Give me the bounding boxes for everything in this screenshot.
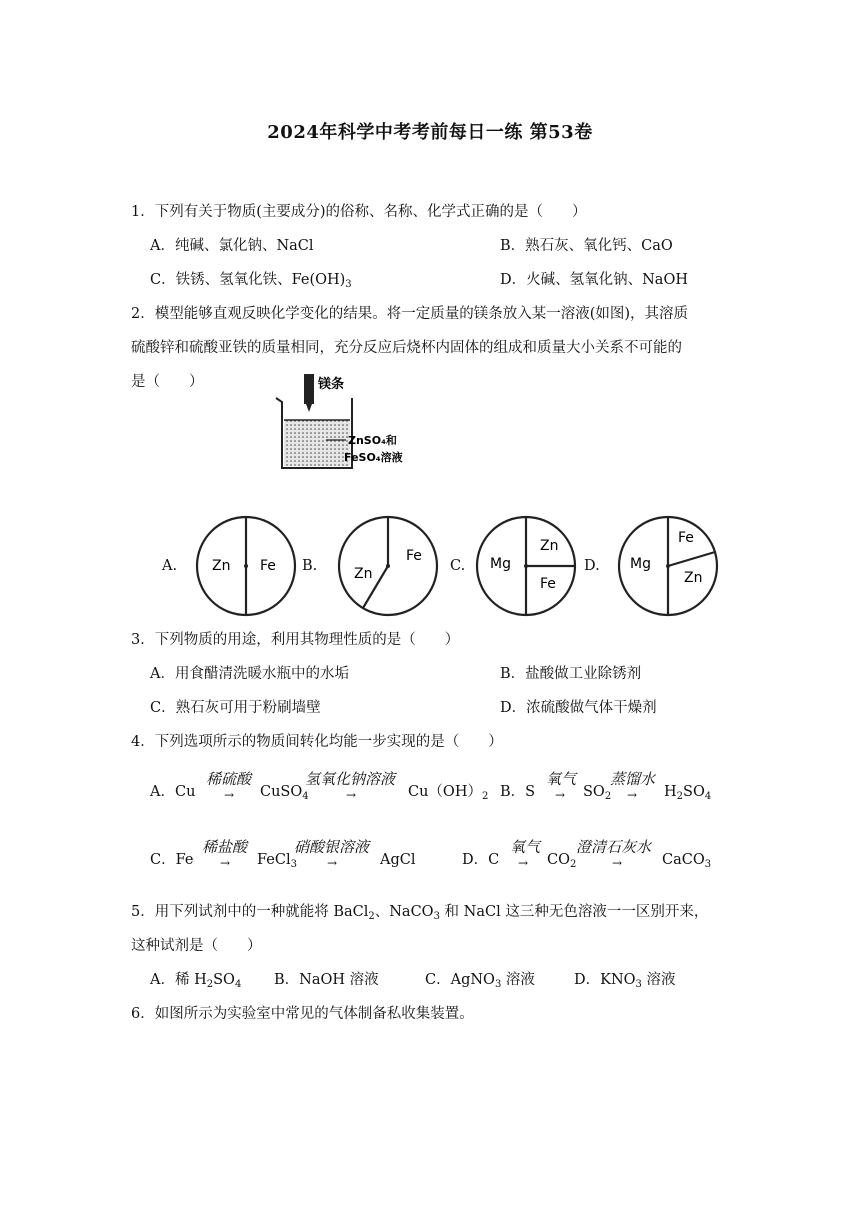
q4-stem: 4．下列选项所示的物质间转化均能一步实现的是（ ） xyxy=(131,734,503,750)
q4-b-arrow-1: → xyxy=(555,788,566,802)
beaker-figure xyxy=(270,368,430,478)
q4-b-mid xyxy=(583,782,611,807)
q5-option-d-text: D．KNO xyxy=(574,972,636,988)
q4-d-product-text: CaCO xyxy=(662,852,705,868)
q5-line-1-a: 5．用下列试剂中的一种就能将 BaCl xyxy=(131,904,369,920)
q4-c-product: AgCl xyxy=(380,852,416,868)
q4-b-mid-text: SO xyxy=(583,784,605,800)
q4-a-mid-sub: 4 xyxy=(302,791,309,802)
q4-d-mid-text: CO xyxy=(547,852,570,868)
q4-d-product xyxy=(662,850,711,875)
page-title: 2024年科学中考考前每日一练 第53卷 xyxy=(267,122,593,143)
q4-c-arrow-2: → xyxy=(327,856,338,870)
pie-d-fe: Fe xyxy=(678,530,694,546)
q4-b-reagent-1: 氧气 xyxy=(546,770,577,788)
q4-b-product xyxy=(664,782,711,807)
pie-a xyxy=(194,514,298,618)
q1-option-c-sub: 3 xyxy=(345,279,352,290)
pie-c xyxy=(474,514,578,618)
q4-d-label: D．C xyxy=(462,852,500,868)
q4-a-mid xyxy=(260,782,309,807)
q1-stem: 1．下列有关于物质(主要成分)的俗称、名称、化学式正确的是（ ） xyxy=(131,204,587,220)
q4-a-arrow-2: → xyxy=(346,788,357,802)
q5-line-1-sub-1: 2 xyxy=(368,911,375,922)
pie-b-zn: Zn xyxy=(354,566,373,582)
q6-stem: 6．如图所示为实验室中常见的气体制备私收集装置。 xyxy=(131,1006,474,1022)
q4-d-arrow-1: → xyxy=(518,856,529,870)
q2-option-c-label: C. xyxy=(450,558,466,574)
pie-c-fe: Fe xyxy=(540,576,556,592)
pie-a-zn: Zn xyxy=(212,558,231,574)
q5-option-c-tail: 溶液 xyxy=(501,972,535,988)
q4-b-reagent-2: 蒸馏水 xyxy=(610,770,656,788)
q4-d-arrow-2: → xyxy=(612,856,623,870)
q1-option-d: D．火碱、氢氧化钠、NaOH xyxy=(500,272,688,288)
pie-c-zn: Zn xyxy=(540,538,559,554)
q4-a-arrow-1: → xyxy=(224,788,235,802)
q5-option-c-sub: 3 xyxy=(494,979,502,990)
q1-option-a: A．纯碱、氯化钠、NaCl xyxy=(150,238,314,254)
q4-c-mid-text: FeCl xyxy=(257,852,291,868)
q5-option-a-mid: SO xyxy=(213,972,235,988)
q4-d-mid-sub: 2 xyxy=(569,859,577,870)
pie-c-mg: Mg xyxy=(490,556,511,572)
q5-option-b: B．NaOH 溶液 xyxy=(274,972,379,988)
pie-d-mg: Mg xyxy=(630,556,651,572)
q3-option-d: D．浓硫酸做气体干燥剂 xyxy=(500,700,657,716)
q5-option-a-sub-1: 2 xyxy=(206,979,214,990)
q2-line-1: 2．模型能够直观反映化学变化的结果。将一定质量的镁条放入某一溶液(如图)，其溶质 xyxy=(131,306,689,322)
beaker-label-mg: 镁条 xyxy=(318,377,345,392)
pie-b-fe: Fe xyxy=(406,548,422,564)
q4-c-mid-sub: 3 xyxy=(290,859,297,870)
q2-option-b-label: B. xyxy=(302,558,318,574)
q4-a-reagent-2: 氢氧化钠溶液 xyxy=(305,770,396,788)
q5-option-d-tail: 溶液 xyxy=(641,972,676,988)
q4-a-product-text: Cu（OH） xyxy=(408,784,482,800)
q4-a-label: A．Cu xyxy=(150,784,196,800)
q4-d-reagent-2: 澄清石灰水 xyxy=(576,838,652,856)
q4-c-reagent-2: 硝酸银溶液 xyxy=(294,838,370,856)
pie-d xyxy=(616,514,720,618)
pie-d-zn: Zn xyxy=(684,570,703,586)
q4-d-reagent-1: 氧气 xyxy=(510,838,541,856)
q4-c-mid xyxy=(257,850,297,875)
pie-b xyxy=(336,514,440,618)
q5-option-d xyxy=(574,970,676,995)
q5-line-1-sub-2: 3 xyxy=(433,911,440,922)
q4-d-mid xyxy=(547,850,576,875)
q4-b-product-so: SO xyxy=(683,784,705,800)
q5-option-c-text: C．AgNO xyxy=(425,972,495,988)
q5-line-1 xyxy=(131,902,708,927)
q5-line-1-c: 和 NaCl 这三种无色溶液一一区别开来， xyxy=(439,904,709,920)
q5-option-a-text: A．稀 H xyxy=(150,972,207,988)
q1-option-c xyxy=(150,270,352,295)
q5-option-a xyxy=(150,970,241,995)
q4-b-product-h: H xyxy=(664,784,677,800)
q3-option-c: C．熟石灰可用于粉刷墙壁 xyxy=(150,700,321,716)
q4-a-mid-text: CuSO xyxy=(260,784,303,800)
q4-a-product-sub: 2 xyxy=(481,791,489,802)
q4-d-product-sub: 3 xyxy=(704,859,712,870)
q4-b-product-sub-2: 4 xyxy=(704,791,712,802)
q4-a-product xyxy=(408,782,488,807)
pie-a-fe: Fe xyxy=(260,558,276,574)
q1-option-b: B．熟石灰、氧化钙、CaO xyxy=(500,238,673,254)
q4-b-arrow-2: → xyxy=(627,788,638,802)
q5-option-d-sub: 3 xyxy=(635,979,642,990)
q3-option-b: B．盐酸做工业除锈剂 xyxy=(500,666,642,682)
magnesium-strip xyxy=(304,374,314,404)
q2-line-3: 是（ ） xyxy=(131,374,204,390)
q1-option-c-text: C．铁锈、氢氧化铁、Fe(OH) xyxy=(150,272,346,288)
q4-b-product-sub-1: 2 xyxy=(676,791,684,802)
q3-stem: 3．下列物质的用途，利用其物理性质的是（ ） xyxy=(131,632,460,648)
q5-line-2: 这种试剂是（ ） xyxy=(131,938,262,954)
q4-b-label: B．S xyxy=(500,784,536,800)
q5-option-a-sub-2: 4 xyxy=(234,979,242,990)
q3-option-a: A．用食醋清洗暖水瓶中的水垢 xyxy=(150,666,349,682)
q4-c-label: C．Fe xyxy=(150,852,194,868)
q5-option-c xyxy=(425,970,535,995)
q5-line-1-b: 、NaCO xyxy=(374,904,434,920)
q2-line-2: 硫酸锌和硫酸亚铁的质量相同，充分反应后烧杯内固体的组成和质量大小关系不可能的 xyxy=(131,340,682,356)
q4-b-mid-sub: 2 xyxy=(604,791,612,802)
q2-option-d-label: D. xyxy=(584,558,600,574)
beaker-solution-label-1: ZnSO₄和 xyxy=(348,434,397,447)
q4-a-reagent-1: 稀硫酸 xyxy=(206,770,252,788)
q4-c-reagent-1: 稀盐酸 xyxy=(202,838,248,856)
q4-c-arrow-1: → xyxy=(220,856,231,870)
q2-option-a-label: A. xyxy=(162,558,178,574)
beaker-solution-label-2: FeSO₄溶液 xyxy=(344,451,403,464)
